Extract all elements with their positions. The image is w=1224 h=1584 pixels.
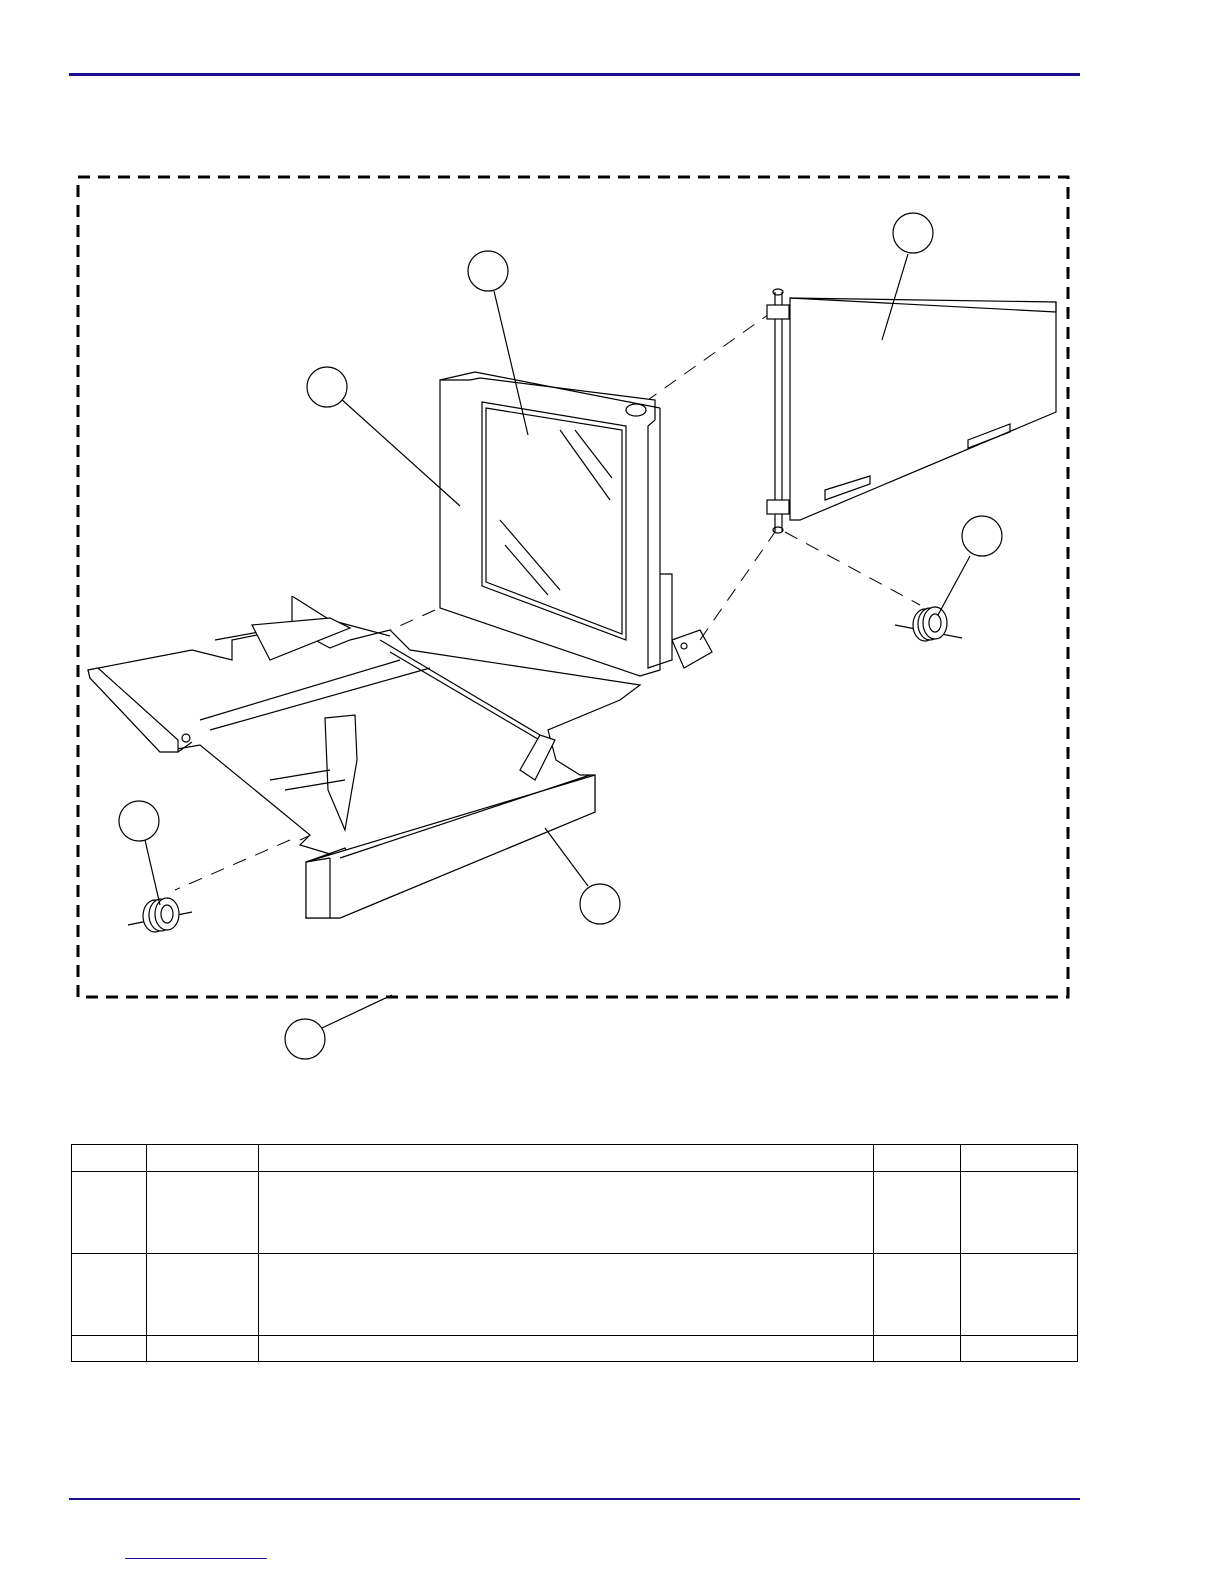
spring-right [895, 607, 962, 641]
table-cell [961, 1336, 1078, 1362]
callout-spring-right [962, 516, 1002, 556]
callout-cover [893, 213, 933, 253]
callout-base [580, 884, 620, 924]
table-row [72, 1172, 1078, 1254]
header-cell [961, 1145, 1078, 1172]
header-cell [72, 1145, 147, 1172]
table-cell [259, 1336, 874, 1362]
parts-list-table [71, 1144, 1078, 1362]
table-cell [147, 1254, 259, 1336]
window-frame [440, 372, 712, 676]
table-cell [961, 1172, 1078, 1254]
header-cell [874, 1145, 961, 1172]
table-cell [72, 1254, 147, 1336]
table-cell [72, 1336, 147, 1362]
table-cell [874, 1254, 961, 1336]
table-row [72, 1254, 1078, 1336]
table-cell [259, 1172, 874, 1254]
header-cell [259, 1145, 874, 1172]
callout-spring-left [119, 801, 159, 841]
table-cell [961, 1254, 1078, 1336]
table-cell [72, 1172, 147, 1254]
callout-frame [307, 367, 347, 407]
table-header-row [72, 1145, 1078, 1172]
table-cell [259, 1254, 874, 1336]
table-cell [874, 1172, 961, 1254]
table-cell [874, 1336, 961, 1362]
table-cell [147, 1172, 259, 1254]
footer-link[interactable] [125, 1558, 267, 1559]
callout-assembly [285, 1019, 325, 1059]
header-cell [147, 1145, 259, 1172]
table-cell [147, 1336, 259, 1362]
table-row [72, 1336, 1078, 1362]
callout-glass [468, 251, 508, 291]
footer-rule [69, 1498, 1080, 1500]
hinged-cover [767, 289, 1056, 533]
